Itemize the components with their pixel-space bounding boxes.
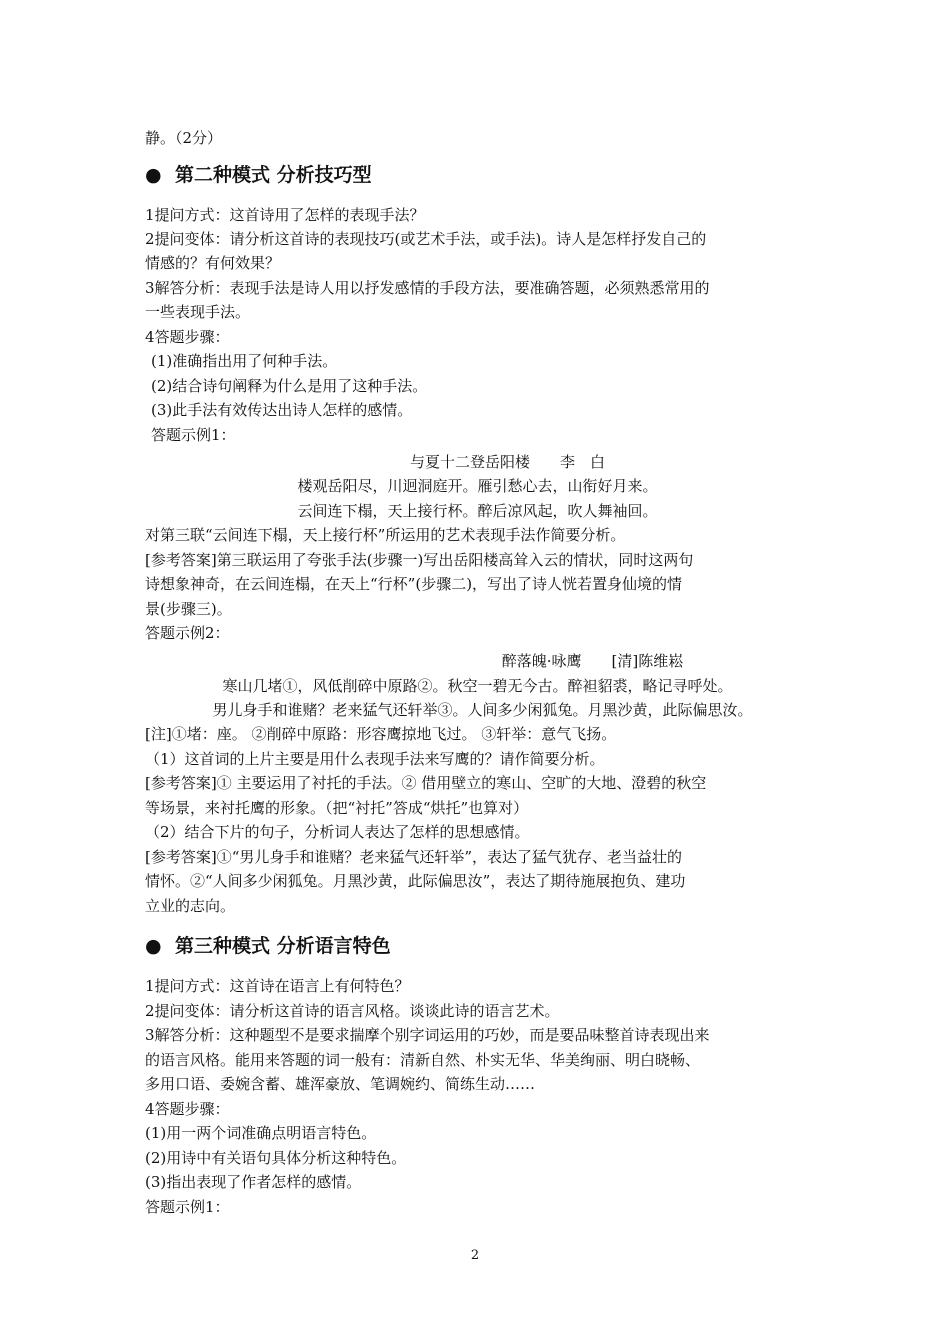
text-line: (3)指出表现了作者怎样的感情。 <box>145 1173 362 1191</box>
bullet-icon: ● <box>145 164 162 186</box>
text-line: (3)此手法有效传达出诗人怎样的感情。 <box>151 401 413 419</box>
poem-line: 楼观岳阳尽，川迥洞庭开。雁引愁心去，山衔好月来。 <box>297 477 658 495</box>
text-line: (1)用一两个词准确点明语言特色。 <box>145 1124 377 1142</box>
text-line: 等场景，来衬托鹰的形象。（把“衬托”答成“烘托”也算对） <box>145 799 529 817</box>
text-line: 答题示例1： <box>145 1198 230 1216</box>
text-line: 2提问变体：请分析这首诗的语言风格。谈谈此诗的语言艺术。 <box>145 1002 560 1020</box>
section-heading-3 <box>145 931 391 961</box>
poem-line: 寒山几堵①，风低削碎中原路②。秋空一碧无今古。醉袒貂裘，略记寻呼处。 <box>222 677 733 695</box>
text-line: 静。（2分） <box>145 129 223 147</box>
text-line: 情感的？有何效果？ <box>145 254 281 272</box>
text-line: 一些表现手法。 <box>145 303 251 321</box>
text-line: 1提问方式：这首诗在语言上有何特色？ <box>145 977 410 995</box>
text-line: [参考答案]①“男儿身手和谁赌？老来猛气还轩举”，表达了猛气犹存、老当益壮的 <box>145 848 683 866</box>
text-line: 3解答分析：这种题型不是要求揣摩个别字词运用的巧妙，而是要品味整首诗表现出来 <box>145 1026 710 1044</box>
text-line: [参考答案]① 主要运用了衬托的手法。② 借用壁立的寒山、空旷的大地、澄碧的秋空 <box>145 774 707 792</box>
text-line: 4答题步骤： <box>145 1100 230 1118</box>
text-line: 立业的志向。 <box>145 897 236 915</box>
heading-text: 第三种模式 分析语言特色 <box>175 935 391 957</box>
page-number: 2 <box>470 1248 480 1263</box>
text-line: (2)用诗中有关语句具体分析这种特色。 <box>145 1149 407 1167</box>
text-line: (1)准确指出用了何种手法。 <box>151 352 338 370</box>
poem-title: 与夏十二登岳阳楼 李 白 <box>409 453 605 471</box>
text-line: （1）这首词的上片主要是用什么表现手法来写鹰的？请作简要分析。 <box>145 750 605 768</box>
text-line: 的语言风格。能用来答题的词一般有：清新自然、朴实无华、华美绚丽、明白晓畅、 <box>145 1051 701 1069</box>
text-line: 景(步骤三)。 <box>145 600 232 618</box>
bullet-icon: ● <box>145 935 162 957</box>
poem-line: 云间连下榻，天上接行杯。醉后凉风起，吹人舞袖回。 <box>297 502 658 520</box>
text-line: （2）结合下片的句子，分析词人表达了怎样的思想感情。 <box>145 823 530 841</box>
poem-line: 男儿身手和谁赌？老来猛气还轩举③。人间多少闲狐兔。月黑沙黄，此际偏思汝。 <box>212 701 753 719</box>
text-line: [参考答案]第三联运用了夸张手法(步骤一)写出岳阳楼高耸入云的情状，同时这两句 <box>145 551 694 569</box>
poem-title: 醉落魄·咏鹰 [清]陈维崧 <box>501 652 684 670</box>
text-line: 答题示例2： <box>145 624 230 642</box>
text-line: (2)结合诗句阐释为什么是用了这种手法。 <box>151 377 428 395</box>
text-line: 多用口语、委婉含蓄、雄浑豪放、笔调婉约、简练生动…… <box>145 1075 536 1093</box>
text-line: 1提问方式：这首诗用了怎样的表现手法？ <box>145 206 425 224</box>
section-heading-2 <box>145 160 372 190</box>
text-line: 4答题步骤： <box>145 328 230 346</box>
text-line: 2提问变体：请分析这首诗的表现技巧(或艺术手法，或手法)。诗人是怎样抒发自己的 <box>145 230 707 248</box>
heading-text: 第二种模式 分析技巧型 <box>175 164 372 186</box>
text-line: 诗想象神奇，在云间连榻，在天上“行杯”(步骤二)，写出了诗人恍若置身仙境的情 <box>145 575 683 593</box>
text-line: 情怀。②“人间多少闲狐兔。月黑沙黄，此际偏思汝”，表达了期待施展抱负、建功 <box>145 872 686 890</box>
text-line: 对第三联“云间连下榻，天上接行杯”所运用的艺术表现手法作简要分析。 <box>145 526 626 544</box>
text-line: 答题示例1： <box>151 426 236 444</box>
text-line: 3解答分析：表现手法是诗人用以抒发感情的手段方法，要准确答题，必须熟悉常用的 <box>145 279 710 297</box>
text-line: [注]①堵：座。 ②削碎中原路：形容鹰掠地飞过。 ③轩举：意气飞扬。 <box>145 725 617 743</box>
